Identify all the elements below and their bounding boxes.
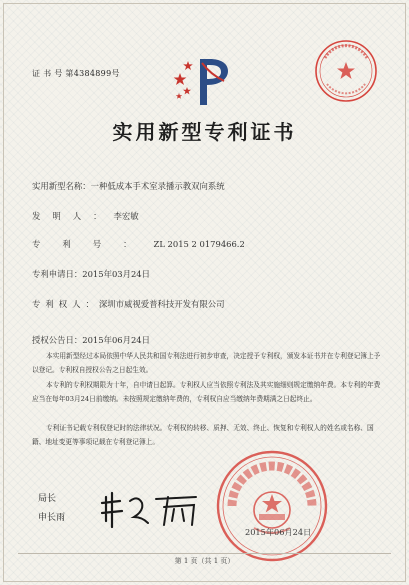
utility-model-name-value: 一种低成本手术室录播示教双向系统 (90, 181, 225, 191)
inventor-value: 李宏敏 (113, 211, 139, 221)
legal-status-paragraph: 专利证书记载专利权登记时的法律状况。专利权的转移、质押、无效、终止、恢复和专利权人的姓名或名称、国籍、地址变更等事项记载在专利登记簿上。 (32, 424, 374, 447)
cnipa-logo-icon (172, 55, 234, 107)
patent-number-value: ZL 2015 2 0179466.2 (153, 239, 245, 249)
grant-date-label: 授权公告日： (32, 335, 83, 345)
inventor-label: 发明人： (32, 211, 114, 221)
patentee-label: 专利权人： (32, 299, 99, 309)
certificate-title: 实用新型专利证书 (112, 120, 297, 144)
patent-number-row (32, 238, 245, 250)
national-ip-office-seal-icon (214, 448, 330, 564)
grant-seal-date: 2015年06月24日 (245, 527, 312, 537)
footer-divider (18, 553, 391, 554)
patent-number-label: 专利号： (32, 239, 154, 249)
grant-date-value: 2015年06月24日 (82, 335, 151, 345)
page-indicator: 第 1 页（共 1 页） (174, 557, 235, 565)
inventor-row (32, 210, 139, 222)
grant-date-row (32, 334, 150, 346)
utility-model-name-label: 实用新型名称： (32, 181, 91, 191)
term-and-fees-paragraph: 本专利的专利权期限为十年，自申请日起算。专利权人应当依照专利法及其实施细则规定缴纳年费。本专利的年费应当在每年03月24日前缴纳。未按照规定缴纳年费的，专利权自应当缴纳年费期满之日起终止。 (32, 381, 381, 404)
filing-date-value: 2015年03月24日 (82, 269, 151, 279)
filing-date-row (32, 268, 150, 280)
certificate-number: 证 书 号 第4384899号 (32, 69, 120, 78)
patentee-row (32, 298, 225, 310)
examination-stamp-icon (313, 38, 379, 104)
director-signature-icon (98, 487, 208, 531)
filing-date-label: 专利申请日： (32, 269, 83, 279)
patentee-value: 深圳市威视爱普科技开发有限公司 (98, 299, 225, 309)
utility-model-name-row (32, 180, 225, 192)
director-title: 局长 (38, 494, 57, 504)
grant-decision-paragraph: 本实用新型经过本局依照中华人民共和国专利法进行初步审查，决定授予专利权，颁发本证书并在专利登记簿上予以登记。专利权自授权公告之日起生效。 (32, 352, 381, 375)
director-name: 申长雨 (38, 513, 66, 523)
